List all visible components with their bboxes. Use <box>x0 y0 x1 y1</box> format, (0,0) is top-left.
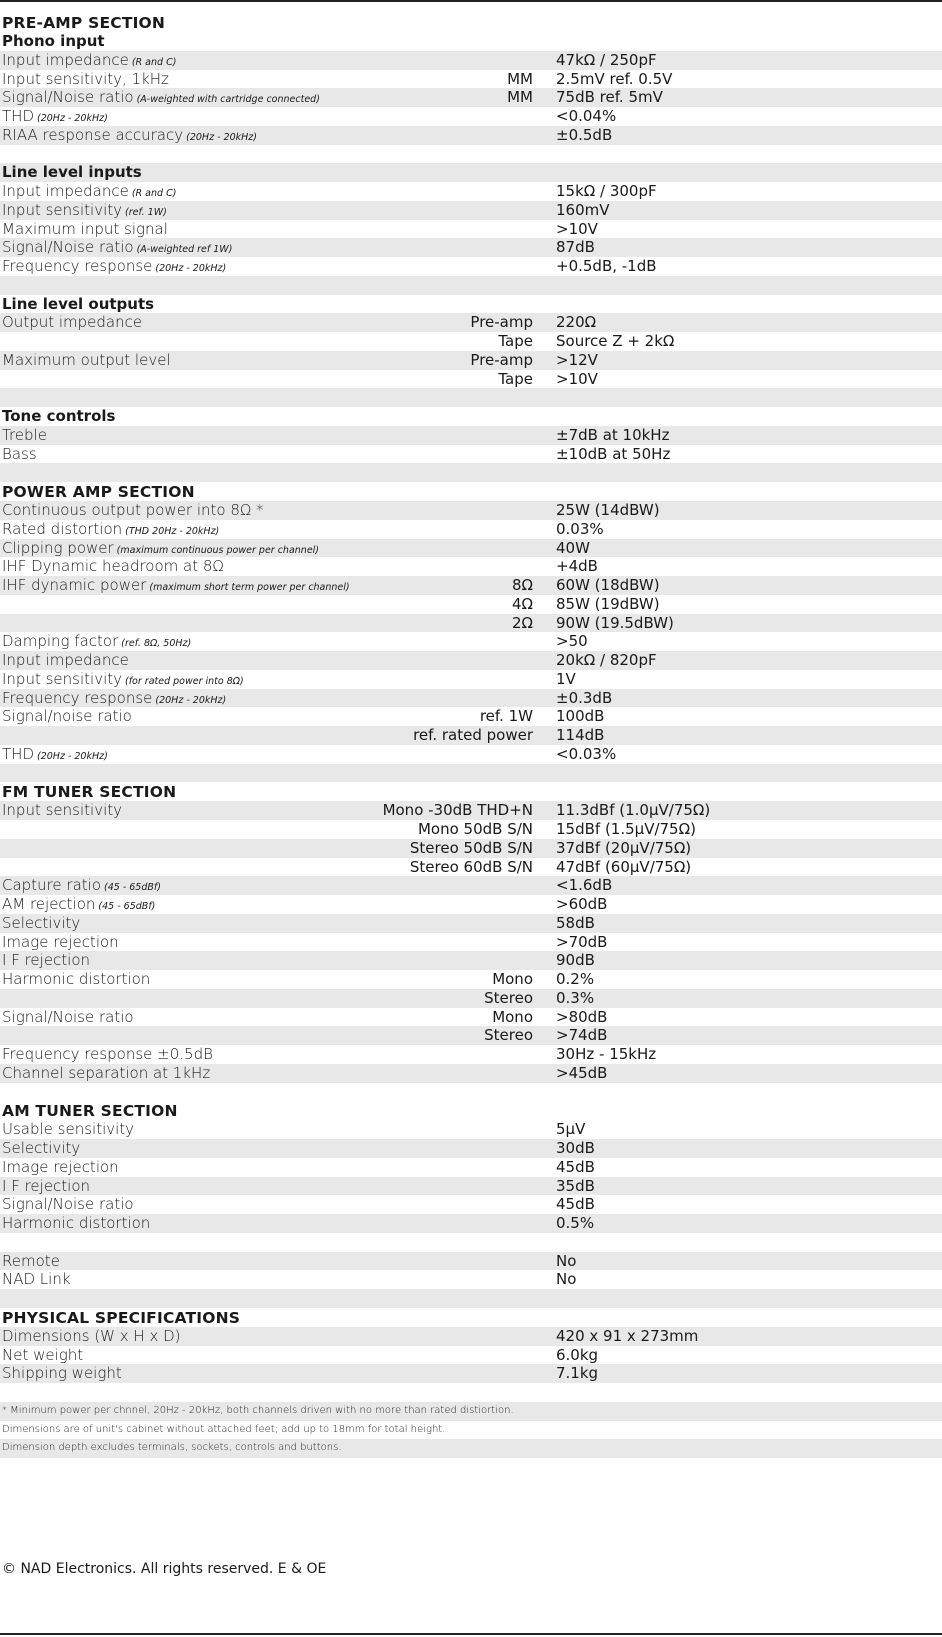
label-text: Maximum output level <box>2 350 171 369</box>
spec-label <box>2 951 90 970</box>
footnote-row <box>0 1402 942 1421</box>
spec-value: 30dB <box>556 1139 595 1157</box>
spec-value: 90W (19.5dBW) <box>556 613 674 632</box>
spec-label <box>2 1177 90 1196</box>
spec-label <box>2 1139 80 1158</box>
spec-row <box>0 1064 942 1083</box>
label-text: Selectivity <box>2 913 81 932</box>
subsection-heading-row <box>0 32 942 51</box>
spec-row <box>0 520 942 539</box>
spec-row <box>0 576 942 595</box>
label-text: Capture ratio <box>2 876 101 895</box>
spec-row <box>0 914 942 933</box>
spec-row <box>0 858 942 877</box>
spec-value: 60W (18dBW) <box>556 576 660 594</box>
label-text: Signal/Noise ratio <box>2 88 134 107</box>
spec-value: ±0.5dB <box>556 125 613 144</box>
spec-note: (A-weighted ref 1W) <box>136 244 233 256</box>
spec-row <box>0 951 942 970</box>
spec-row <box>0 426 942 445</box>
spec-condition: Tape <box>498 369 533 388</box>
spec-label <box>2 707 132 726</box>
spacer-row <box>0 145 942 164</box>
spec-value: ±0.3dB <box>556 688 613 707</box>
label-text: Line level outputs <box>2 294 155 313</box>
spec-value: <0.04% <box>556 107 617 125</box>
spec-value: 25W (14dBW) <box>556 501 660 519</box>
spec-label <box>2 1346 83 1365</box>
subsection-title <box>2 407 115 426</box>
spec-condition: MM <box>507 88 533 107</box>
spec-note: (20Hz - 20kHz) <box>186 131 257 143</box>
spec-value: 75dB ref. 5mV <box>556 88 663 107</box>
label-text: Maximum input signal <box>2 219 168 238</box>
spec-row <box>0 539 942 558</box>
spec-row <box>0 1252 942 1271</box>
spec-row <box>0 745 942 764</box>
label-text: I F rejection <box>2 1176 91 1195</box>
spec-value: +0.5dB, -1dB <box>556 257 657 275</box>
spec-row <box>0 220 942 239</box>
section-title <box>2 1101 178 1121</box>
spec-value: 0.3% <box>556 988 595 1007</box>
label-text: Input sensitivity <box>2 801 122 820</box>
spec-condition: Mono <box>492 970 533 988</box>
spec-label <box>2 914 80 933</box>
spec-note: (20Hz - 20kHz) <box>155 263 227 274</box>
label-text: NAD Link <box>2 1270 71 1289</box>
spec-value: 7.1kg <box>556 1364 599 1383</box>
spec-label <box>2 1252 60 1271</box>
spec-value: 160mV <box>556 200 610 219</box>
spec-value: >45dB <box>556 1063 608 1082</box>
spec-value: ±10dB at 50Hz <box>556 444 671 463</box>
label-text: AM TUNER SECTION <box>2 1102 178 1121</box>
label-text: IHF Dynamic headroom at 8Ω <box>2 557 224 576</box>
label-text: Harmonic distortion <box>2 1214 151 1232</box>
spacer-row <box>0 1383 942 1402</box>
spacer-row <box>0 1289 942 1308</box>
spec-value: >74dB <box>556 1026 608 1045</box>
label-text: THD <box>2 107 34 125</box>
spec-row <box>0 238 942 257</box>
spec-note: (R and C) <box>131 56 177 68</box>
label-text: Dimensions (W x H x D) <box>2 1326 181 1345</box>
spec-row <box>0 651 942 670</box>
section-heading-row <box>0 482 942 501</box>
spec-row <box>0 1120 942 1139</box>
spacer-row <box>0 1233 942 1252</box>
label-text: I F rejection <box>2 951 91 970</box>
spacer-row <box>0 1083 942 1102</box>
spec-condition: Mono 50dB S/N <box>417 820 533 838</box>
spec-row <box>0 707 942 726</box>
spec-value: 0.5% <box>556 1214 595 1232</box>
spec-row <box>0 1139 942 1158</box>
spec-row <box>0 257 942 276</box>
spec-value: 30Hz - 15kHz <box>556 1045 657 1063</box>
spec-value: <1.6dB <box>556 876 613 895</box>
spec-row <box>0 557 942 576</box>
label-text: AM rejection <box>2 895 96 913</box>
spec-condition: Mono -30dB THD+N <box>382 801 533 820</box>
spec-value: >50 <box>556 632 588 651</box>
spec-value: 6.0kg <box>556 1345 599 1364</box>
top-rule <box>0 0 942 2</box>
spec-row <box>0 1346 942 1365</box>
label-text: Input sensitivity, 1kHz <box>2 69 169 88</box>
spec-value: Source Z + 2kΩ <box>556 332 675 350</box>
spec-label <box>2 501 264 520</box>
label-text: Continuous output power into 8Ω * <box>2 501 264 519</box>
spec-note: (ref. 8Ω, 50Hz) <box>121 638 192 650</box>
spec-note: (maximum short term power per channel) <box>149 582 350 593</box>
label-text: Frequency response ±0.5dB <box>2 1045 213 1063</box>
spec-condition: 4Ω <box>511 594 533 613</box>
spec-label <box>2 70 169 89</box>
spec-value: +4dB <box>556 557 598 576</box>
spec-value: 0.2% <box>556 970 595 988</box>
spec-row <box>0 332 942 351</box>
spec-row <box>0 201 942 220</box>
spec-value: >70dB <box>556 932 608 951</box>
section-heading-row <box>0 1101 942 1120</box>
spec-label <box>2 557 224 576</box>
spec-condition: 8Ω <box>511 576 533 594</box>
label-text: PHYSICAL SPECIFICATIONS <box>2 1308 241 1327</box>
label-text: Bass <box>2 444 37 463</box>
spec-row <box>0 670 942 689</box>
label-text: Input impedance <box>2 651 129 669</box>
copyright-text: © NAD Electronics. All rights reserved. E & OE <box>2 1561 327 1577</box>
spec-label <box>2 1008 134 1027</box>
spec-value: 11.3dBf (1.0µV/75Ω) <box>556 801 711 820</box>
spec-condition: 2Ω <box>511 613 533 632</box>
spec-row <box>0 351 942 370</box>
spec-label <box>2 1327 181 1346</box>
subsection-title <box>2 163 142 182</box>
spec-row <box>0 1158 942 1177</box>
label-text: RIAA response accuracy <box>2 125 184 144</box>
spec-label <box>2 1045 213 1064</box>
label-text: Dimension depth excludes terminals, sockets, controls and buttons. <box>2 1442 342 1454</box>
label-text: Net weight <box>2 1345 84 1364</box>
spec-label <box>2 1270 71 1289</box>
spec-value: 85W (19dBW) <box>556 594 660 613</box>
spec-label <box>2 970 150 989</box>
spec-value: >60dB <box>556 895 608 913</box>
spec-note: (THD 20Hz - 20kHz) <box>125 525 220 537</box>
spec-value: 37dBf (20µV/75Ω) <box>556 838 692 857</box>
footnote-text <box>2 1421 445 1440</box>
spec-value: <0.03% <box>556 744 617 763</box>
spec-label <box>2 351 171 370</box>
spec-note: (20Hz - 20kHz) <box>37 750 108 762</box>
spec-row <box>0 614 942 633</box>
label-text: Rated distortion <box>2 519 123 538</box>
spec-value: 35dB <box>556 1176 595 1195</box>
label-text: Input impedance <box>2 182 129 200</box>
spec-label <box>2 220 168 239</box>
spec-row <box>0 1214 942 1233</box>
spec-value: >80dB <box>556 1007 608 1026</box>
spec-value: 420 x 91 x 273mm <box>556 1326 699 1345</box>
label-text: PRE-AMP SECTION <box>2 14 166 32</box>
spec-condition: Stereo 60dB S/N <box>409 857 533 876</box>
spec-row <box>0 51 942 70</box>
spec-condition: Tape <box>498 332 533 350</box>
label-text: Selectivity <box>2 1139 81 1157</box>
label-text: Signal/noise ratio <box>2 707 132 726</box>
spec-note: (for rated power into 8Ω) <box>125 675 244 687</box>
label-text: Damping factor <box>2 632 119 651</box>
label-text: Harmonic distortion <box>2 970 151 988</box>
label-text: Clipping power <box>2 538 114 557</box>
spec-value: ±7dB at 10kHz <box>556 425 670 444</box>
spec-row <box>0 182 942 201</box>
spec-label <box>2 933 119 952</box>
label-text: Signal/Noise ratio <box>2 238 134 257</box>
spec-value: 45dB <box>556 1157 595 1176</box>
spec-value: 58dB <box>556 913 595 932</box>
spec-row <box>0 107 942 126</box>
footnote-text <box>2 1439 342 1458</box>
spec-row <box>0 126 942 145</box>
spec-row <box>0 895 942 914</box>
label-text: Usable sensitivity <box>2 1120 135 1139</box>
spec-note: (R and C) <box>131 188 177 199</box>
spec-value: 5µV <box>556 1120 586 1139</box>
spec-value: No <box>556 1251 577 1270</box>
label-text: Input impedance <box>2 50 129 69</box>
spec-row <box>0 820 942 839</box>
spec-condition: MM <box>507 69 533 88</box>
label-text: Input sensitivity <box>2 669 122 688</box>
footnote-text <box>2 1402 514 1421</box>
spec-row <box>0 313 942 332</box>
label-text: Tone controls <box>2 407 116 425</box>
subsection-heading-row <box>0 163 942 182</box>
spacer-row <box>0 463 942 482</box>
spec-label <box>2 1064 210 1083</box>
section-heading-row <box>0 13 942 32</box>
label-text: THD <box>2 744 34 763</box>
spec-row <box>0 445 942 464</box>
label-text: Input sensitivity <box>2 200 122 219</box>
label-text: Phono input <box>2 32 105 50</box>
spec-note: (maximum continuous power per channel) <box>116 544 320 556</box>
spec-condition: Stereo <box>484 988 533 1007</box>
label-text: FM TUNER SECTION <box>2 783 177 802</box>
spec-row <box>0 88 942 107</box>
spec-note: (45 - 65dBf) <box>98 901 156 912</box>
spec-label <box>2 1120 134 1139</box>
spec-label <box>2 313 142 332</box>
label-text: Signal/Noise ratio <box>2 1007 134 1026</box>
label-text: Shipping weight <box>2 1364 122 1383</box>
label-text: Remote <box>2 1251 60 1270</box>
spec-value: 20kΩ / 820pF <box>556 651 657 669</box>
spec-row <box>0 876 942 895</box>
spec-label <box>2 801 122 820</box>
spec-value: No <box>556 1270 577 1289</box>
spec-row <box>0 801 942 820</box>
spec-row <box>0 595 942 614</box>
spec-condition: Stereo 50dB S/N <box>409 838 533 857</box>
spec-note: (ref. 1W) <box>125 206 167 218</box>
spec-value: 2.5mV ref. 0.5V <box>556 69 673 88</box>
subsection-title <box>2 32 105 51</box>
spec-row <box>0 1177 942 1196</box>
label-text: Line level inputs <box>2 163 142 182</box>
spec-row <box>0 1327 942 1346</box>
spec-value: 15kΩ / 300pF <box>556 182 657 200</box>
spec-label <box>2 1195 134 1214</box>
spec-row <box>0 726 942 745</box>
spec-row <box>0 1026 942 1045</box>
spec-condition: Mono <box>492 1007 533 1026</box>
label-text: Signal/Noise ratio <box>2 1195 134 1214</box>
spec-value: >12V <box>556 350 598 369</box>
spec-value: 15dBf (1.5µV/75Ω) <box>556 820 696 838</box>
label-text: Image rejection <box>2 932 119 951</box>
label-text: Output impedance <box>2 313 143 332</box>
subsection-heading-row <box>0 407 942 426</box>
spec-value: 47kΩ / 250pF <box>556 50 657 69</box>
section-title <box>2 782 176 802</box>
spec-value: 47dBf (60µV/75Ω) <box>556 857 692 876</box>
label-text: IHF dynamic power <box>2 576 147 594</box>
spec-value: 1V <box>556 669 576 688</box>
spec-value: >10V <box>556 219 598 238</box>
spec-row <box>0 1008 942 1027</box>
spec-value: 0.03% <box>556 519 604 538</box>
spec-label <box>2 651 129 670</box>
spec-row <box>0 933 942 952</box>
spec-row <box>0 632 942 651</box>
spec-table <box>0 13 942 1458</box>
spec-value: 114dB <box>556 726 605 744</box>
spec-row <box>0 370 942 389</box>
spec-row <box>0 689 942 708</box>
spacer-row <box>0 388 942 407</box>
label-text: Channel separation at 1kHz <box>2 1063 211 1082</box>
spec-condition: Stereo <box>484 1026 533 1045</box>
label-text: Frequency response <box>2 688 153 707</box>
footnote-row <box>0 1421 942 1440</box>
footnote-row <box>0 1439 942 1458</box>
label-text: POWER AMP SECTION <box>2 483 195 501</box>
spacer-row <box>0 276 942 295</box>
spec-note: (45 - 65dBf) <box>104 882 161 894</box>
spec-row <box>0 1195 942 1214</box>
spec-label <box>2 445 37 464</box>
label-text: Image rejection <box>2 1157 119 1176</box>
spec-row <box>0 501 942 520</box>
subsection-heading-row <box>0 295 942 314</box>
label-text: Treble <box>2 425 47 444</box>
spec-row <box>0 1045 942 1064</box>
spec-row <box>0 839 942 858</box>
spec-label <box>2 1158 119 1177</box>
spec-value: 87dB <box>556 238 595 257</box>
spec-value: 220Ω <box>556 313 597 332</box>
spacer-row <box>0 764 942 783</box>
spec-label <box>2 1364 122 1383</box>
spec-note: (20Hz - 20kHz) <box>37 113 108 124</box>
spec-row <box>0 1270 942 1289</box>
spec-value: 45dB <box>556 1195 595 1214</box>
subsection-title <box>2 295 154 314</box>
spec-condition: Pre-amp <box>470 313 533 332</box>
bottom-rule <box>0 1633 942 1635</box>
spec-note: (20Hz - 20kHz) <box>155 694 227 706</box>
spec-row <box>0 70 942 89</box>
section-title <box>2 1308 240 1328</box>
spec-condition: Pre-amp <box>470 350 533 369</box>
spec-value: 100dB <box>556 707 605 726</box>
spec-condition: ref. 1W <box>479 707 533 726</box>
spec-row <box>0 1364 942 1383</box>
label-text: * Minimum power per chnnel, 20Hz - 20kHz, both channels driven with no more than rated distiortion. <box>2 1404 514 1416</box>
label-text: Dimensions are of unit's cabinet without attached feet; add up to 18mm for total height. <box>2 1423 446 1435</box>
spec-note: (A-weighted with cartridge connected) <box>136 94 320 106</box>
spec-row <box>0 989 942 1008</box>
label-text: Frequency response <box>2 257 153 275</box>
spec-label <box>2 1214 150 1233</box>
spec-value: 40W <box>556 538 590 557</box>
spec-condition: ref. rated power <box>413 726 533 744</box>
spec-row <box>0 970 942 989</box>
spec-value: 90dB <box>556 951 595 970</box>
section-title <box>2 482 195 502</box>
spec-value: >10V <box>556 369 598 388</box>
spec-label <box>2 426 47 445</box>
section-title <box>2 13 165 33</box>
section-heading-row <box>0 782 942 801</box>
section-heading-row <box>0 1308 942 1327</box>
